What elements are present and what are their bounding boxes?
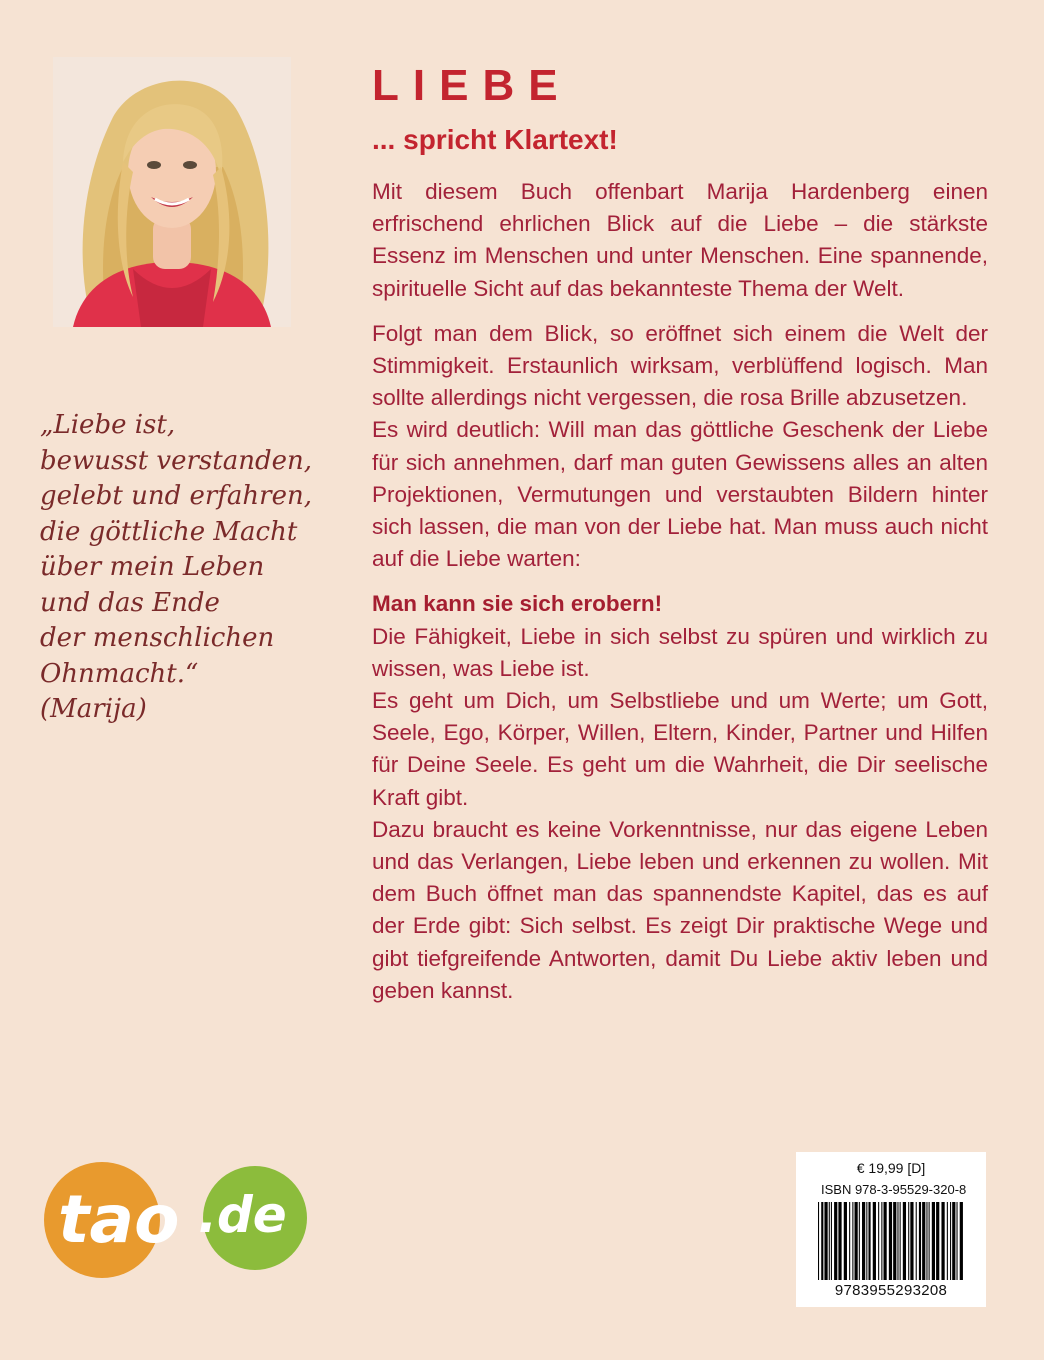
barcode-bar: [834, 1202, 837, 1280]
barcode-icon: [818, 1202, 964, 1280]
barcode-bar: [932, 1202, 935, 1280]
barcode-bar: [852, 1202, 853, 1280]
barcode-bar: [844, 1202, 847, 1280]
isbn-label: ISBN 978-3-95529-320-8: [821, 1182, 967, 1197]
barcode-bar: [900, 1202, 901, 1280]
quote-line: und das Ende: [40, 587, 220, 618]
barcode-bar: [893, 1202, 896, 1280]
barcode-bar: [926, 1202, 927, 1280]
barcode-bar: [960, 1202, 963, 1280]
barcode-bar: [956, 1202, 957, 1280]
barcode-bar: [824, 1202, 827, 1280]
logo-text-de: .de: [198, 1186, 287, 1244]
barcode-bar: [866, 1202, 867, 1280]
barcode-bar: [862, 1202, 865, 1280]
book-title: LIEBE: [372, 61, 572, 110]
barcode-box: [796, 1152, 986, 1307]
barcode-bar: [829, 1202, 830, 1280]
quote-line: der menschlichen: [40, 623, 275, 653]
book-subtitle: ... spricht Klartext!: [372, 124, 618, 155]
barcode-bar: [897, 1202, 898, 1280]
blurb-paragraph: Folgt man dem Blick, so eröffnet sich einem die Welt der Stimmigkeit. Erstaunlich wirksam, verblüffend logisch. Man sollte allerdings nicht vergessen, die rosa Brille abzusetzen.: [372, 320, 988, 411]
barcode-bar: [818, 1202, 819, 1280]
barcode-bar: [859, 1202, 860, 1280]
barcode-bar: [916, 1202, 917, 1280]
barcode-bar: [903, 1202, 906, 1280]
barcode-digits: 9783955293208: [834, 1282, 948, 1299]
barcode-bar: [831, 1202, 832, 1280]
quote-line: bewusst verstanden,: [40, 445, 313, 476]
logo-text-tao: tao: [58, 1181, 180, 1258]
barcode-bar: [873, 1202, 876, 1280]
barcode-bar: [908, 1202, 909, 1280]
barcode-bar: [889, 1202, 892, 1280]
barcode-bar: [919, 1202, 921, 1280]
quote-line: die göttliche Macht: [40, 516, 298, 547]
publisher-logo: [40, 1160, 310, 1280]
author-portrait: [53, 57, 291, 327]
quote-line: über mein Leben: [40, 552, 265, 582]
blurb-paragraph: Dazu braucht es keine Vorkenntnisse, nur das eigene Leben und das Verlangen, Liebe leben und erkennen zu wollen. Mit dem Buch öffnet man das spannendste Kapitel, das es auf der Erde gibt: Sich selbst. Es zeigt Dir praktische Wege und gibt tiefgreifende Antworten, damit Du Liebe aktiv leben und geben kannst.: [372, 816, 988, 1003]
blurb-highlight: Man kann sie sich erobern!: [372, 591, 663, 617]
barcode-bar: [941, 1202, 944, 1280]
barcode-bar: [821, 1202, 823, 1280]
barcode-bar: [952, 1202, 955, 1280]
barcode-bar: [855, 1202, 858, 1280]
author-quote: [40, 408, 340, 728]
barcode-bar: [849, 1202, 850, 1280]
quote-line: Ohnmacht.“: [40, 658, 199, 689]
blurb-paragraph: Mit diesem Buch offenbart Marija Hardenberg einen erfrischend ehrlichen Blick auf die Liebe – die stärkste Essenz im Menschen und unter Menschen. Eine spannende, spirituelle Sicht auf das bekannteste Thema der Welt.: [372, 179, 988, 301]
barcode-bar: [936, 1202, 939, 1280]
blurb: [372, 176, 988, 1007]
blurb-paragraph: Die Fähigkeit, Liebe in sich selbst zu spüren und wirklich zu wissen, was Liebe ist.: [372, 623, 988, 681]
blurb-paragraph: Es wird deutlich: Will man das göttliche Geschenk der Liebe für sich annehmen, darf man guten Gewissens alles an alten Projektionen, Vermutungen und verstaubten Bildern hinter sich lassen, die man von der Liebe hat. Man muss auch nicht auf die Liebe warten:: [372, 417, 988, 572]
barcode-bar: [881, 1202, 882, 1280]
price-label: € 19,99 [D]: [856, 1160, 926, 1176]
barcode-bar: [947, 1202, 948, 1280]
barcode-bar: [878, 1202, 879, 1280]
barcode-bar: [883, 1202, 886, 1280]
barcode-bar: [922, 1202, 925, 1280]
barcode-bar: [910, 1202, 913, 1280]
quote-line: „Liebe ist,: [40, 410, 176, 440]
barcode-bar: [950, 1202, 951, 1280]
quote-line: (Marija): [40, 694, 147, 724]
quote-line: gelebt und erfahren,: [40, 481, 312, 511]
barcode-bar: [868, 1202, 870, 1280]
barcode-bar: [838, 1202, 841, 1280]
barcode-bar: [929, 1202, 930, 1280]
blurb-paragraph: Es geht um Dich, um Selbstliebe und um Werte; um Gott, Seele, Ego, Körper, Willen, Eltern, Kinder, Partner und Hilfen für Deine Seele. Es geht um die Wahrheit, die Dir seelische Kraft gibt.: [372, 688, 988, 810]
